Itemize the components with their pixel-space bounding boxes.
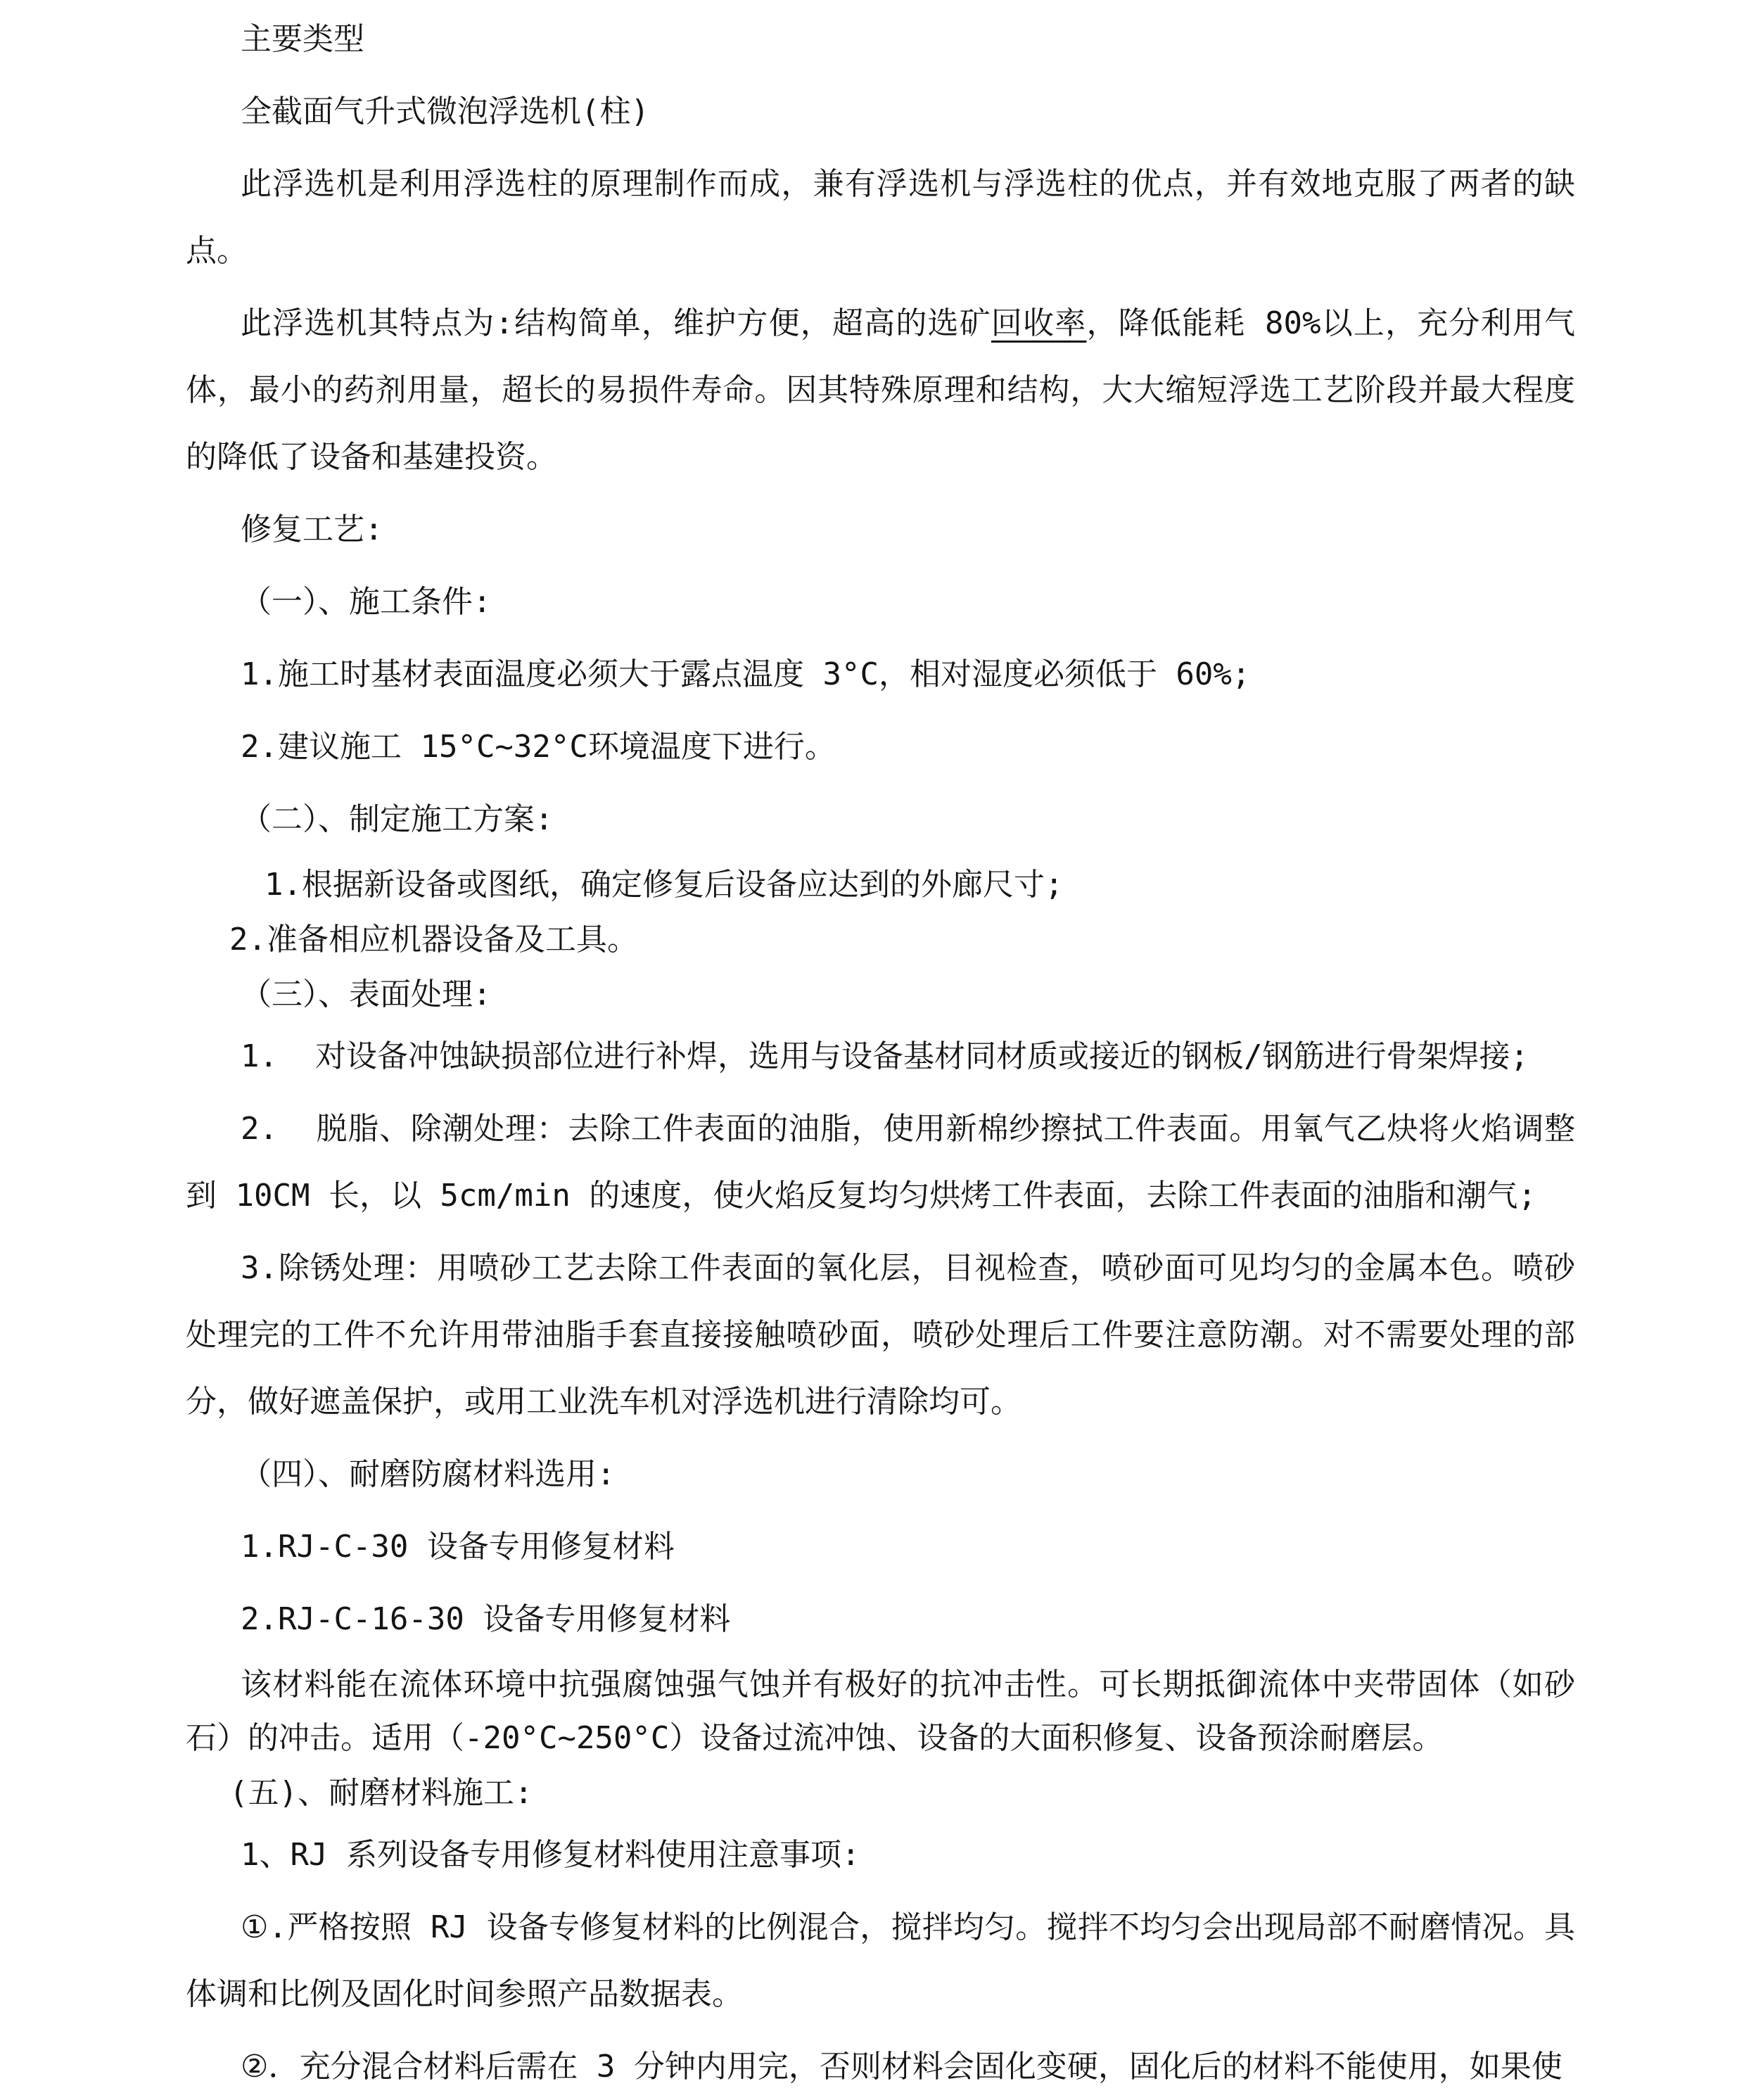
para-rj-series-notes-heading: 1、RJ 系列设备专用修复材料使用注意事项: — [241, 1837, 860, 1873]
para-note-1-mixing-ratio: ①.严格按照 RJ 设备专修复材料的比例混合，搅拌均匀。搅拌不均匀会出现局部不耐磨情况。具体调和比例及固化时间参照产品数据表。 — [186, 1909, 1575, 2012]
para-material-description: 该材料能在流体环境中抗强腐蚀强气蚀并有极好的抗冲击性。可长期抵御流体中夹带固体（如砂石）的冲击。适用（-20°C~250°C）设备过流冲蚀、设备的大面积修复、设备预涂耐磨层。 — [186, 1667, 1575, 1756]
para-condition-item-2: 2.建议施工 15°C~32°C环境温度下进行。 — [241, 729, 836, 765]
para-machine-intro: 此浮选机是利用浮选柱的原理制作而成，兼有浮选机与浮选柱的优点，并有效地克服了两者的缺点。 — [186, 166, 1575, 269]
para-note-2-use-within-3min: ②．充分混合材料后需在 3 分钟内用完，否则材料会固化变硬，固化后的材料不能使用，如果使 — [241, 2049, 1562, 2085]
underlined-recovery-rate: 回收率 — [991, 305, 1087, 341]
para-condition-item-1: 1.施工时基材表面温度必须大于露点温度 3°C，相对湿度必须低于 60%; — [241, 656, 1251, 692]
features-text-before: 此浮选机其特点为:结构简单，维护方便，超高的选矿 — [241, 305, 991, 341]
para-plan-item-2: 2.准备相应机器设备及工具。 — [229, 922, 638, 957]
para-surface-item-1-welding: 1. 对设备冲蚀缺损部位进行补焊，选用与设备基材同材质或接近的钢板/钢筋进行骨架焊接; — [241, 1038, 1529, 1074]
para-section2-construction-plan: （二）、制定施工方案: — [241, 801, 554, 837]
para-machine-name: 全截面气升式微泡浮选机(柱) — [241, 94, 649, 129]
para-section1-construction-conditions: （一）、施工条件: — [241, 584, 492, 620]
para-section5-material-construction: (五)、耐磨材料施工: — [229, 1775, 533, 1811]
para-material-item-2: 2.RJ-C-16-30 设备专用修复材料 — [241, 1601, 731, 1637]
para-machine-features — [186, 290, 1575, 490]
para-surface-item-3-derust: 3.除锈处理：用喷砂工艺去除工件表面的氧化层，目视检查，喷砂面可见均匀的金属本色。喷砂处理完的工件不允许用带油脂手套直接接触喷砂面，喷砂处理后工件要注意防潮。对不需要处理的部分，做好遮盖保护，或用工业洗车机对浮选机进行清除均可。 — [186, 1250, 1575, 1420]
para-main-types-heading: 主要类型 — [241, 21, 364, 57]
para-section3-surface-treatment: （三）、表面处理: — [241, 976, 492, 1012]
para-plan-item-1: 1.根据新设备或图纸，确定修复后设备应达到的外廊尺寸; — [265, 867, 1064, 903]
features-text-after: ，降低能耗 80%以上，充分利用气体，最小的药剂用量，超长的易损件寿命。因其特殊原理和结构，大大缩短浮选工艺阶段并最大程度的降低了设备和基建投资。 — [186, 305, 1576, 475]
para-surface-item-2-degrease: 2. 脱脂、除潮处理：去除工件表面的油脂，使用新棉纱擦拭工件表面。用氧气乙炔将火焰调整到 10CM 长，以 5cm/min 的速度，使火焰反复均匀烘烤工件表面，去除工件表面的油脂和潮气; — [186, 1111, 1575, 1214]
para-repair-process-heading: 修复工艺: — [241, 511, 383, 547]
para-material-item-1: 1.RJ-C-30 设备专用修复材料 — [241, 1529, 675, 1565]
para-section4-material-selection: （四）、耐磨防腐材料选用: — [241, 1456, 616, 1492]
